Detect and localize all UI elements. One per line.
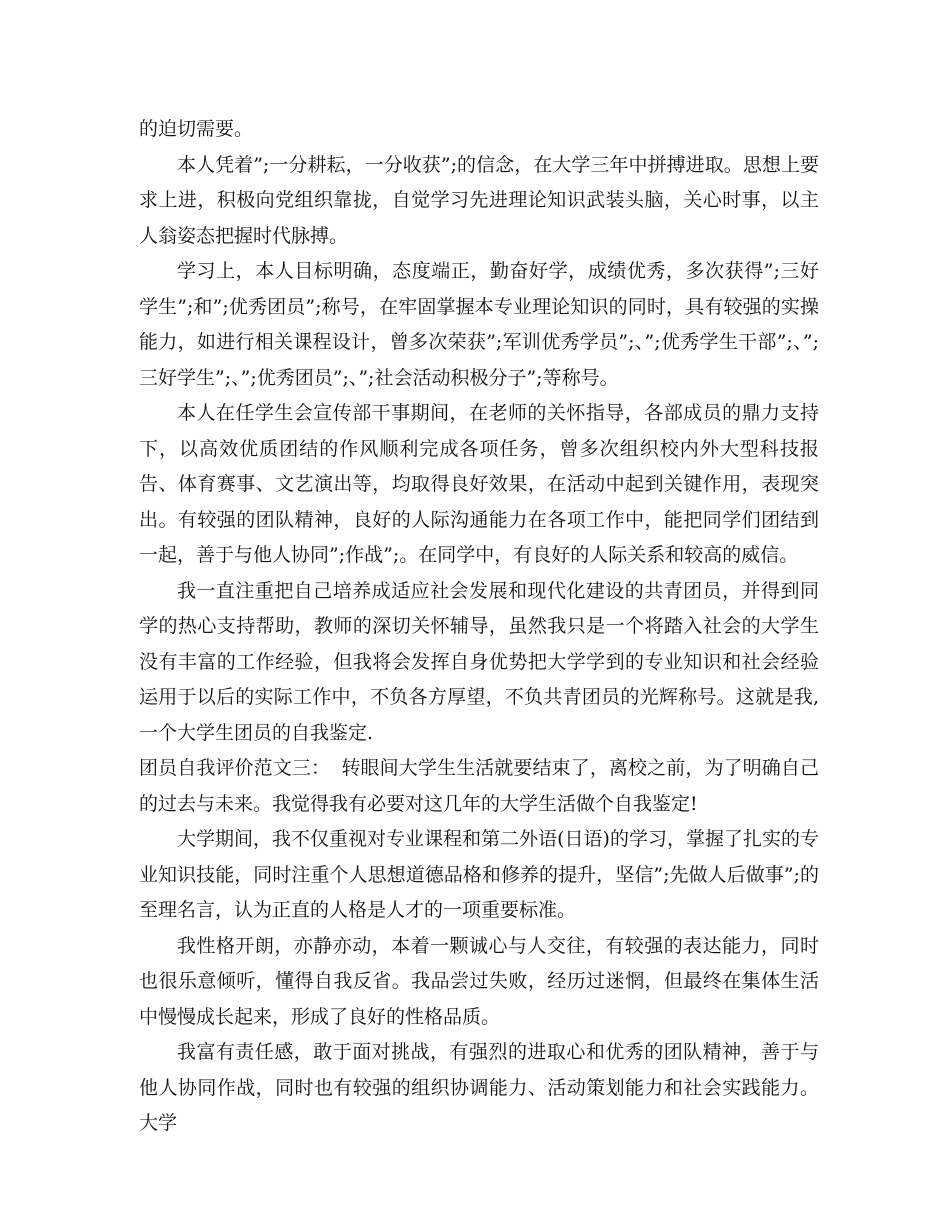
- paragraph-belief: 本人凭着”;一分耕耘，一分收获”;的信念，在大学三年中拼搏进取。思想上要求上进，积极向党组织靠拢，自觉学习先进理论知识武装头脑，关心时事，以主人翁姿态把握时代脉搏。: [139, 153, 819, 247]
- paragraph-study: 学习上，本人目标明确，态度端正，勤奋好学，成绩优秀，多次获得”;三好学生”;和”;优秀团员”;称号，在牢固掌握本专业理论知识的同时，具有较强的实操能力，如进行相关课程设计，曾多次荣获”;军训优秀学员”;、”;优秀学生干部”;、”;三好学生”;、”;优秀团员”;、”;社会活动积极分子”;等称号。: [139, 260, 819, 389]
- paragraph-personality: 我性格开朗，亦静亦动，本着一颗诚心与人交往，有较强的表达能力，同时也很乐意倾听，懂得自我反省。我品尝过失败，经历过迷惘，但最终在集体生活中慢慢成长起来，形成了良好的性格品质。: [139, 934, 819, 1028]
- paragraph-college-study: 大学期间，我不仅重视对专业课程和第二外语(日语)的学习，掌握了扎实的专业知识技能，同时注重个人思想道德品格和修养的提升，坚信”;先做人后做事”;的至理名言，认为正直的人格是人才的一项重要标准。: [139, 828, 819, 921]
- paragraph-continuation: 的迫切需要。: [139, 118, 254, 140]
- paragraph-sample-three: [139, 751, 819, 822]
- paragraph-responsibility: 我富有责任感，敢于面对挑战，有强烈的进取心和优秀的团队精神，善于与他人协同作战，同时也有较强的组织协调能力、活动策划能力和社会实践能力。大学: [139, 1041, 819, 1134]
- section-heading: 团员自我评价范文三：: [139, 757, 331, 779]
- paragraph-sample-three-text: 转眼间大学生生活就要结束了，离校之前，为了明确自己的过去与未来。我觉得我有必要对这几年的大学生活做个自我鉴定!: [139, 757, 819, 815]
- paragraph-student-union: 本人在任学生会宣传部干事期间，在老师的关怀指导，各部成员的鼎力支持下，以高效优质团结的作风顺利完成各项任务，曾多次组织校内外大型科技报告、体育赛事、文艺演出等，均取得良好效果，在活动中起到关键作用，表现突出。有较强的团队精神，良好的人际沟通能力在各项工作中，能把同学们团结到一起，善于与他人协同”;作战”;。在同学中，有良好的人际关系和较高的威信。: [139, 402, 819, 566]
- document-page: [139, 112, 819, 1142]
- paragraph-league-member: 我一直注重把自己培养成适应社会发展和现代化建设的共青团员，并得到同学的热心支持帮助，教师的深切关怀辅导，虽然我只是一个将踏入社会的大学生没有丰富的工作经验，但我将会发挥自身优势把大学学到的专业知识和社会经验运用于以后的实际工作中，不负各方厚望，不负共青团员的光辉称号。这就是我,一个大学生团员的自我鉴定.: [139, 579, 819, 744]
